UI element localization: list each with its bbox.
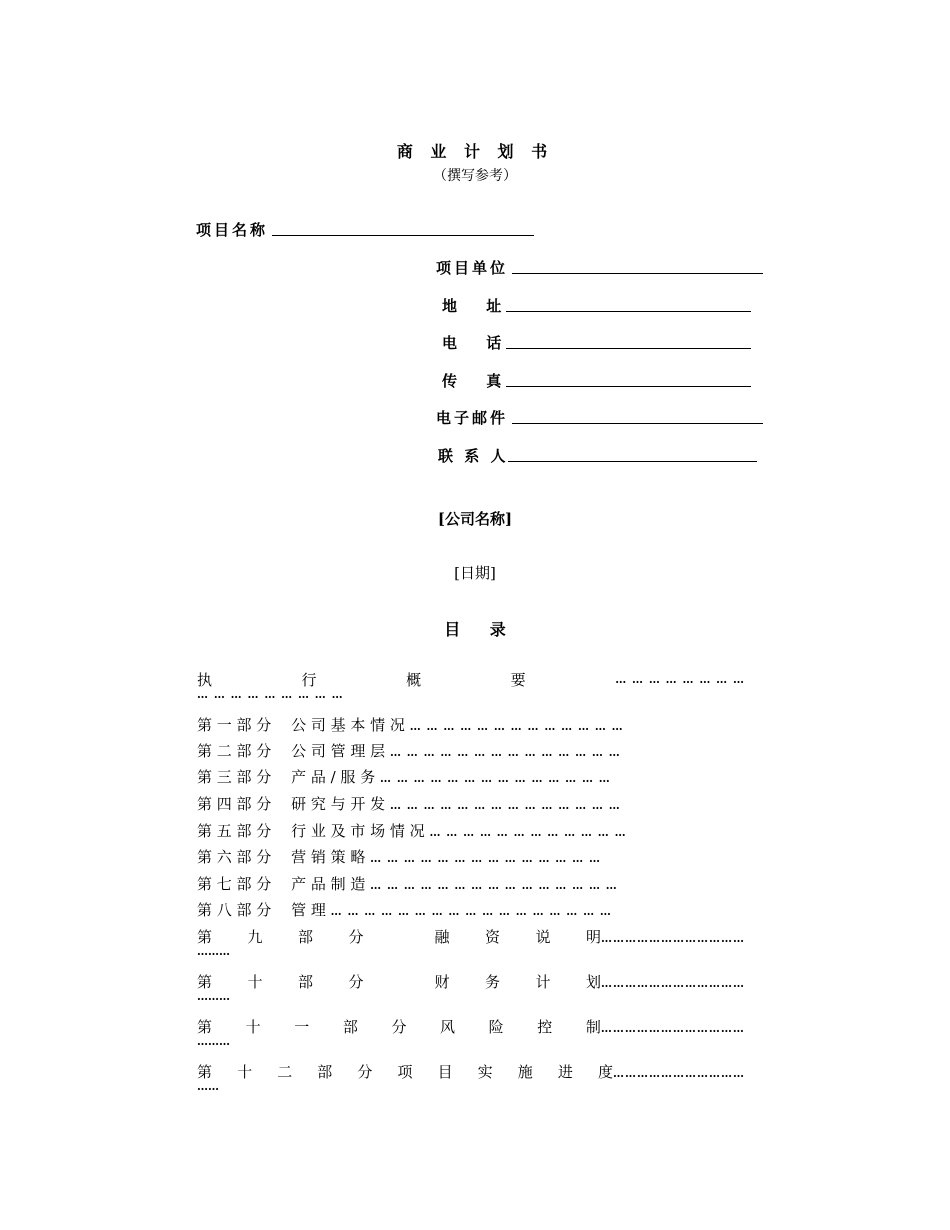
contact-label: 联 系 人 [438, 447, 509, 465]
date-placeholder: [日期] [454, 564, 496, 582]
toc-char: 部 [317, 1063, 333, 1081]
toc-label: 第 四 部 分 研 究 与 开 发 [197, 795, 386, 813]
toc-char: 财 [434, 973, 450, 991]
document-subtitle: （撰写参考） [433, 168, 517, 184]
toc-item-part-10[interactable] [197, 971, 745, 992]
toc-char: 务 [484, 973, 500, 991]
toc-dots: ……………………………… [601, 932, 745, 945]
toc-dots: … … … … … … … … … … … … … … … … … [330, 905, 612, 918]
fax-label: 传 真 [442, 372, 505, 390]
toc-dots: ……………………………… [600, 1022, 745, 1035]
toc-char: 资 [484, 928, 500, 946]
toc-char: 项 [397, 1063, 413, 1081]
toc-char: 第 [197, 1018, 213, 1036]
toc-char: 明 [585, 928, 601, 946]
phone-field[interactable] [506, 348, 751, 349]
toc-item-part-4[interactable] [197, 793, 621, 814]
toc-item-part-12[interactable] [197, 1061, 745, 1082]
toc-char: 一 [294, 1018, 310, 1036]
toc-item-part-11[interactable] [197, 1016, 745, 1037]
toc-dots: … … … … … … … … … … … … [429, 826, 627, 839]
toc-char: 十 [237, 1063, 253, 1081]
toc-item-part-7[interactable] [197, 873, 618, 894]
toc-dots: … … … … … … … … … … … … … … … [370, 879, 618, 892]
contact-field[interactable] [508, 461, 757, 462]
toc-item-part-6[interactable] [197, 846, 601, 867]
email-field[interactable] [512, 423, 763, 424]
toc-item-part-9[interactable] [197, 926, 745, 947]
project-unit-field[interactable] [512, 273, 763, 274]
toc-char: 实 [477, 1063, 493, 1081]
toc-item-part-3[interactable] [197, 766, 611, 787]
toc-char: 要 [510, 671, 526, 689]
toc-char: 九 [247, 928, 263, 946]
toc-item-part-8[interactable] [197, 899, 612, 920]
toc-char: 进 [557, 1063, 573, 1081]
address-label: 地 址 [442, 297, 505, 315]
fax-field[interactable] [506, 386, 751, 387]
toc-char: 说 [535, 928, 551, 946]
email-label: 电子邮件 [436, 409, 509, 427]
company-name-placeholder: [公司名称] [437, 510, 513, 528]
project-name-label: 项目名称 [196, 221, 269, 239]
toc-dots-continuation: … … … … … … … … … [197, 688, 344, 701]
toc-dots: … … … … … … … … [615, 673, 745, 686]
toc-char: 划 [585, 973, 601, 991]
toc-char: 分 [348, 928, 364, 946]
project-unit-label: 项目单位 [436, 259, 509, 277]
toc-char: 行 [301, 671, 317, 689]
toc-char: 计 [535, 973, 551, 991]
toc-char: 二 [277, 1063, 293, 1081]
toc-label: 第 八 部 分 管 理 [197, 901, 326, 919]
toc-char: 目 [437, 1063, 453, 1081]
toc-char: 第 [197, 973, 213, 991]
toc-char: 部 [298, 973, 314, 991]
toc-char: 风 [440, 1018, 456, 1036]
toc-item-part-2[interactable] [197, 740, 621, 761]
toc-char: 十 [245, 1018, 261, 1036]
document-title: 商 业 计 划 书 [396, 142, 554, 161]
toc-label: 第 三 部 分 产 品 / 服 务 [197, 768, 376, 786]
project-name-field[interactable] [272, 235, 534, 236]
toc-dots: … … … … … … … … … … … … … … [379, 772, 611, 785]
toc-item-part-1[interactable] [197, 714, 624, 735]
toc-char: 概 [406, 671, 422, 689]
toc-title: 目 录 [444, 620, 506, 639]
toc-char: 施 [517, 1063, 533, 1081]
toc-char: 十 [247, 973, 263, 991]
phone-label: 电 话 [442, 334, 505, 352]
toc-dots: …………………………… [612, 1067, 745, 1080]
toc-label: 第 二 部 分 公 司 管 理 层 [197, 742, 386, 760]
toc-dots: … … … … … … … … … … … … … … [389, 799, 621, 812]
toc-char: 第 [197, 1063, 213, 1081]
toc-char: 分 [391, 1018, 407, 1036]
toc-dots-continuation: ……… [197, 945, 230, 958]
toc-char: 部 [298, 928, 314, 946]
toc-dots: ……………………………… [601, 977, 745, 990]
toc-label: 第 一 部 分 公 司 基 本 情 况 [197, 716, 405, 734]
toc-dots: … … … … … … … … … … … … … … [370, 852, 601, 865]
toc-char: 分 [357, 1063, 373, 1081]
toc-char: 度 [597, 1063, 613, 1081]
toc-label: 第 五 部 分 行 业 及 市 场 情 况 [197, 822, 425, 840]
toc-char: 执 [197, 671, 213, 689]
toc-char: 险 [488, 1018, 504, 1036]
toc-item-part-5[interactable] [197, 820, 627, 841]
toc-char: 制 [585, 1018, 601, 1036]
toc-char: 分 [348, 973, 364, 991]
toc-dots-continuation: ……… [197, 990, 230, 1003]
address-field[interactable] [506, 311, 751, 312]
toc-dots: … … … … … … … … … … … … … … [389, 746, 621, 759]
toc-label: 第 七 部 分 产 品 制 造 [197, 875, 366, 893]
toc-char: 控 [537, 1018, 553, 1036]
toc-dots-continuation: …… [197, 1080, 219, 1093]
toc-label: 第 六 部 分 营 销 策 略 [197, 848, 366, 866]
toc-char: 部 [342, 1018, 358, 1036]
toc-char: 第 [197, 928, 213, 946]
toc-item-executive-summary[interactable] [197, 669, 745, 690]
toc-char: 融 [434, 928, 450, 946]
toc-dots-continuation: ……… [197, 1035, 230, 1048]
toc-dots: … … … … … … … … … … … … … [409, 720, 624, 733]
